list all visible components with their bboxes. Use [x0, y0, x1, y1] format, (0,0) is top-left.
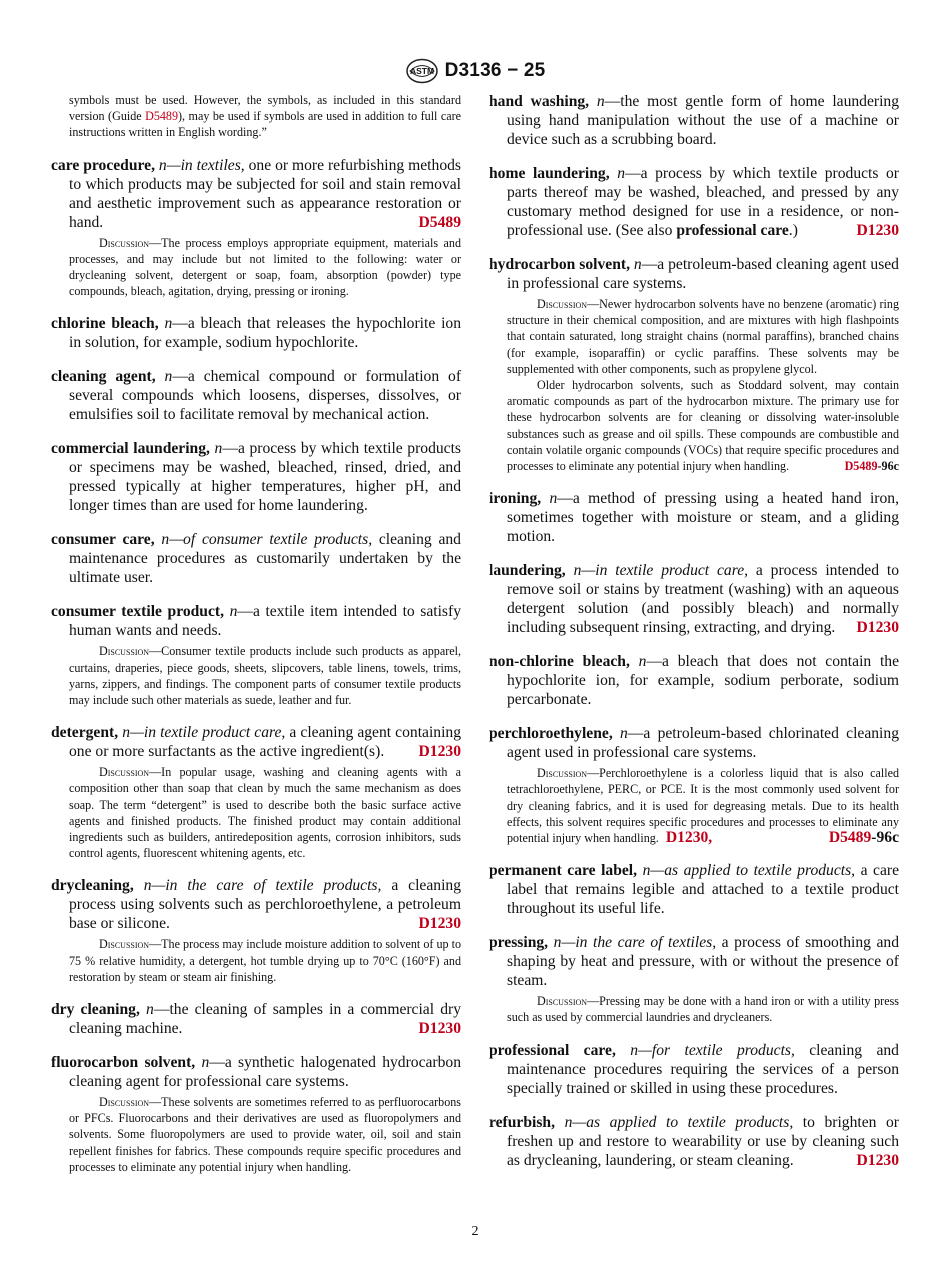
discussion: Discussion—The process employs appropriate equipment, materials and processes, and may include but not limited to the following: water or drycleaning solvent, detergent or soap, foam, absorption (powder) type compounds, bleach, agitation, drying, pressing or ironing.: [69, 235, 461, 299]
discussion: Discussion—Perchloroethylene is a colorless liquid that is also called tetrachloroethylene, PERC, or PCE. It is the most commonly used solvent for dry cleaning fabrics, and it is used for degreasing metals. Due to its health effects, this solvent requires specific procedures and processes to eliminate any potential injury when handling. D1230, D5489-96c: [507, 766, 899, 847]
reference-link[interactable]: D1230,: [665, 829, 713, 847]
reference-link[interactable]: D1230: [856, 1151, 899, 1169]
reference-link-2[interactable]: D5489-96c: [828, 829, 899, 847]
reference-link[interactable]: D1230: [856, 222, 899, 239]
entry-refurbish: refurbish, n—as applied to textile products, to brighten or freshen up and restore to wearability or use by cleaning such as drycleaning, laundering, or steam cleaning. D1230: [489, 1113, 900, 1169]
page-header: [0, 57, 950, 85]
reference-link[interactable]: D5489: [418, 213, 461, 231]
entry-laundering: laundering, n—in textile product care, a process intended to remove soil or stains by treatment (washing) with an aqueous detergent solution (and possibly bleach) and normally including subsequent rinsing, extracting, and drying. D1230: [489, 562, 900, 637]
entry-dry-cleaning: dry cleaning, n—the cleaning of samples in a commercial dry cleaning machine. D1230: [51, 1001, 461, 1038]
entry-cleaning-agent: cleaning agent, n—a chemical compound or formulation of several compounds which loosens, disperses, dissolves, or emulsifies soil to facilitate removal by mechanical action.: [51, 368, 462, 424]
entry-fluorocarbon-solvent: fluorocarbon solvent, n—a synthetic halogenated hydrocarbon cleaning agent for professional care systems. Discussion—These solvents are sometimes referred to as perfluorocarbons or PFCs. Fluorocarbons and their derivatives are used as fluoropolymers and solvents. Some fluoropolymers are used to provide water, oil, soil and stain repellent finishes for fabrics. These compounds require specific procedures and processes to eliminate any potential injury when handling.: [51, 1054, 462, 1174]
entry-detergent: detergent, n—in textile product care, a cleaning agent containing one or more surfactants as the active ingredient(s). D1230 Discussion—In popular usage, washing and cleaning agents with a composition other than soap that clean by much the same mechanism as does soap. The term “detergent” is used to describe both the basic surface active agents and finished products. The finished product may contain additional ingredients such as builders, antiredeposition agents, corrosion inhibitors, suds control agents, fluorescent whitening agents, etc.: [51, 724, 461, 861]
discussion: Discussion—Pressing may be done with a hand iron or with a utility press such as used by commercial laundries and drycleaners.: [507, 994, 899, 1025]
svg-text:ASTM: ASTM: [409, 66, 434, 76]
see-also-term: professional care: [676, 222, 789, 239]
intro-paragraph: symbols must be used. However, the symbols, as included in this standard version (Guide D5489), may be used if symbols are used in addition to full care instructions written in English wording.”: [69, 93, 462, 140]
entry-perchloroethylene: perchloroethylene, n—a petroleum-based chlorinated cleaning agent used in professional care systems. Discussion—Perchloroethylene is a colorless liquid that is also called tetrachloroethylene, PERC, or PCE. It is the most commonly used solvent for dry cleaning fabrics, and it is used for degreasing metals. Due to its health effects, this solvent requires specific procedures and processes to eliminate any potential injury when handling. D1230, D5489-96c: [489, 725, 899, 847]
entry-ironing: ironing, n—a method of pressing using a heated hand iron, sometimes together with moisture or steam, and a gliding motion.: [489, 490, 899, 546]
entry-chlorine-bleach: chlorine bleach, n—a bleach that releases the hypochlorite ion in solution, for example, sodium hypochlorite.: [51, 315, 461, 352]
discussion: Discussion—These solvents are sometimes referred to as perfluorocarbons or PFCs. Fluorocarbons and their derivatives are used as fluoropolymers and solvents. Some fluoropolymers are used to provide water, oil, soil and stain repellent finishes for fabrics. These compounds require specific procedures and processes to eliminate any potential injury when handling.: [69, 1095, 461, 1174]
entry-home-laundering: home laundering, n—a process by which textile products or parts thereof may be washed, bleached, and pressed by any customary method designed for use in a residence, or non-professional use. (See also professional care.) D1230: [489, 165, 899, 239]
entry-non-chlorine-bleach: non-chlorine bleach, n—a bleach that does not contain the hypochlorite ion, for example, sodium perborate, sodium percarbonate.: [489, 653, 899, 709]
entry-hand-washing: hand washing, n—the most gentle form of home laundering using hand manipulation without the use of a machine or device such as a scrubbing board.: [489, 93, 900, 148]
discussion: Discussion—In popular usage, washing and cleaning agents with a composition other than soap that clean by much the same mechanism as does soap. The term “detergent” is used to describe both the basic surface active agents and finished products. The finished product may contain additional ingredients such as builders, antiredeposition agents, corrosion inhibitors, suds control agents, fluorescent whitening agents, etc.: [69, 765, 461, 861]
entry-permanent-care-label: permanent care label, n—as applied to textile products, a care label that remains legible and attached to a textile product throughout its useful life.: [489, 862, 900, 918]
reference-link[interactable]: D5489-96c: [844, 459, 899, 474]
reference-link[interactable]: D1230: [418, 915, 461, 933]
right-column: [489, 92, 899, 1185]
entry-professional-care: professional care, n—for textile products, cleaning and maintenance procedures requiring the services of a person specially trained or skilled in using these procedures.: [489, 1041, 899, 1097]
astm-logo-icon: [405, 58, 439, 84]
page-number: 2: [471, 1224, 479, 1239]
entry-drycleaning: drycleaning, n—in the care of textile products, a cleaning process using solvents such as perchloroethylene, a petroleum base or silicone. D1230 Discussion—The process may include moisture addition to solvent of up to 75 % relative humidity, a detergent, hot tumble drying up to 70°C (160°F) and restoration by steam or steam air finishing.: [51, 877, 461, 984]
guide-link[interactable]: D5489: [145, 109, 179, 124]
discussion: Discussion—Newer hydrocarbon solvents have no benzene (aromatic) ring structure in their chemical composition, and are mixtures with high flashpoints that contain saturated, long straight chains (normal paraffins), branched chains (for example, isoparaffin) or cyclic paraffins. These solvents may be supplemented with other components, such as propylene glycol.: [507, 297, 899, 376]
entry-consumer-textile-product: consumer textile product, n—a textile item intended to satisfy human wants and needs. Discussion—Consumer textile products include such products as apparel, curtains, draperies, piece goods, sheets, slipcovers, table linens, towels, trims, yarns, zippers, and findings. The component parts of consumer textile products may include such other materials as suede, leather and fur.: [51, 603, 461, 708]
entry-consumer-care: consumer care, n—of consumer textile products, cleaning and maintenance procedures as customarily undertaken by the ultimate user.: [51, 531, 461, 587]
term: care procedure,: [51, 156, 155, 174]
entry-pressing: pressing, n—in the care of textiles, a process of smoothing and shaping by heat and pressure, with or without the presence of steam. Discussion—Pressing may be done with a hand iron or with a utility press such as used by commercial laundries and drycleaners.: [489, 934, 899, 1025]
reference-link[interactable]: D1230: [418, 743, 461, 761]
left-column: [51, 92, 461, 1190]
discussion-continued: Older hydrocarbon solvents, such as Stoddard solvent, may contain aromatic compounds as part of the hydrocarbon mixture. The primary use for these hydrocarbon solvents are for cleaning or dissolving water-insoluble substances such as grease and oil spills. These compounds are combustible and contain volatile organic compounds (VOCs) that require specific procedures and processes to eliminate any potential injury when handling. D5489-96c: [507, 378, 899, 474]
discussion: Discussion—The process may include moisture addition to solvent of up to 75 % relative humidity, a detergent, hot tumble drying up to 70°C (160°F) and restoration by steam or steam air finishing.: [69, 937, 461, 984]
document-number: D3136 − 25: [444, 60, 546, 81]
entry-care-procedure: care procedure, n—in textiles, one or more refurbishing methods to which products may be subjected for soil and stain removal and aesthetic improvement such as appearance restoration or hand. D5489 Discussion—The process employs appropriate equipment, materials and processes, and may include but not limited to the following: water or drycleaning solvent, detergent or soap, foam, absorption (powder) type compounds, bleach, agitation, drying, pressing or ironing.: [51, 156, 461, 299]
reference-link[interactable]: D1230: [856, 619, 899, 637]
entry-hydrocarbon-solvent: hydrocarbon solvent, n—a petroleum-based cleaning agent used in professional care systems. Discussion—Newer hydrocarbon solvents have no benzene (aromatic) ring structure in their chemical composition, and are mixtures with high flashpoints that contain saturated, long straight chains (normal paraffins), branched chains (for example, isoparaffin) or cyclic paraffins. These solvents may be supplemented with other components, such as propylene glycol. Older hydrocarbon solvents, such as Stoddard solvent, may contain aromatic compounds as part of the hydrocarbon mixture. The primary use for these hydrocarbon solvents are for cleaning or dissolving water-insoluble substances such as grease and oil spills. These compounds are combustible and contain volatile organic compounds (VOCs) that require specific procedures and processes to eliminate any potential injury when handling. D5489-96c: [489, 256, 899, 474]
entry-commercial-laundering: commercial laundering, n—a process by which textile products or specimens may be washed, bleached, rinsed, dried, and pressed typically at higher temperatures, higher pH, and longer times than are used for home laundering.: [51, 440, 461, 515]
reference-link[interactable]: D1230: [418, 1020, 461, 1038]
discussion: Discussion—Consumer textile products include such products as apparel, curtains, draperies, piece goods, sheets, slipcovers, table linens, towels, trims, yarns, zippers, and findings. The component parts of consumer textile products may include such other materials as suede, leather and fur.: [69, 644, 461, 708]
